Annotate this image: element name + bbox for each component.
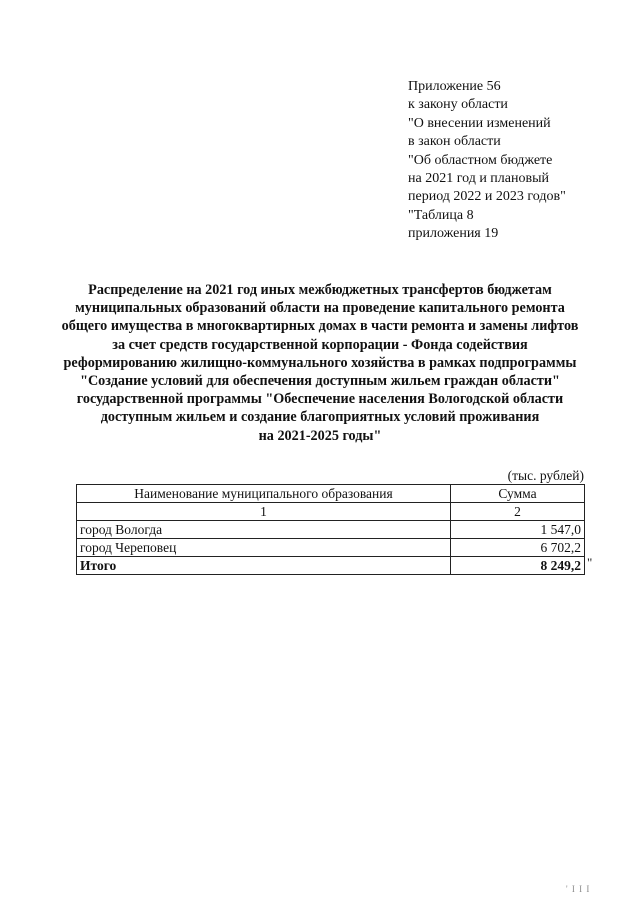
title-line: реформированию жилищно-коммунального хозяйства в рамках подпрограммы (63, 354, 577, 371)
municipality-name: город Вологда (77, 521, 451, 539)
amount-value: 1 547,0 (451, 521, 585, 539)
title-line: муниципальных образований области на проведение капитального ремонта (75, 300, 565, 317)
distribution-table (76, 484, 585, 575)
closing-quote: " (587, 555, 593, 570)
table-header-row (77, 485, 585, 503)
appendix-line: на 2021 год и плановый (408, 171, 550, 187)
appendix-line: приложения 19 (408, 226, 499, 242)
unit-note: (тыс. рублей) (507, 468, 584, 483)
header-amount: Сумма (451, 485, 585, 503)
appendix-line: "О внесении изменений (408, 115, 551, 131)
total-amount: 8 249,2 (451, 557, 585, 575)
appendix-line: в закон области (408, 134, 501, 150)
column-number-row (77, 503, 585, 521)
title-line: общего имущества в многоквартирных домах в части ремонта и замены лифтов (61, 318, 579, 335)
column-number: 2 (451, 503, 585, 521)
total-label: Итого (77, 557, 451, 575)
appendix-line: "Об областном бюджете (408, 152, 553, 168)
title-line: на 2021-2025 годы" (258, 427, 382, 444)
header-municipality: Наименование муниципального образования (77, 485, 451, 503)
title-line: за счет средств государственной корпорации - Фонда содействия (112, 336, 528, 353)
appendix-line: к закону области (408, 97, 508, 113)
document-title (60, 281, 580, 445)
title-line: Распределение на 2021 год иных межбюджетных трансфертов бюджетам (88, 282, 552, 298)
table-row (77, 539, 585, 557)
column-number: 1 (77, 503, 451, 521)
title-line: "Создание условий для обеспечения доступным жильем граждан области" (80, 373, 560, 390)
appendix-line: "Таблица 8 (408, 207, 474, 223)
title-line: государственной программы "Обеспечение населения Вологодской области (76, 391, 564, 408)
title-line: доступным жильем и создание благоприятных условий проживания (100, 409, 540, 426)
appendix-header (408, 78, 608, 244)
amount-value: 6 702,2 (451, 539, 585, 557)
table-row (77, 521, 585, 539)
appendix-line: Приложение 56 (408, 79, 501, 94)
municipality-name: город Череповец (77, 539, 451, 557)
total-row (77, 557, 585, 575)
appendix-line: период 2022 и 2023 годов" (408, 189, 566, 205)
page-mark: ' I I I (566, 884, 591, 894)
